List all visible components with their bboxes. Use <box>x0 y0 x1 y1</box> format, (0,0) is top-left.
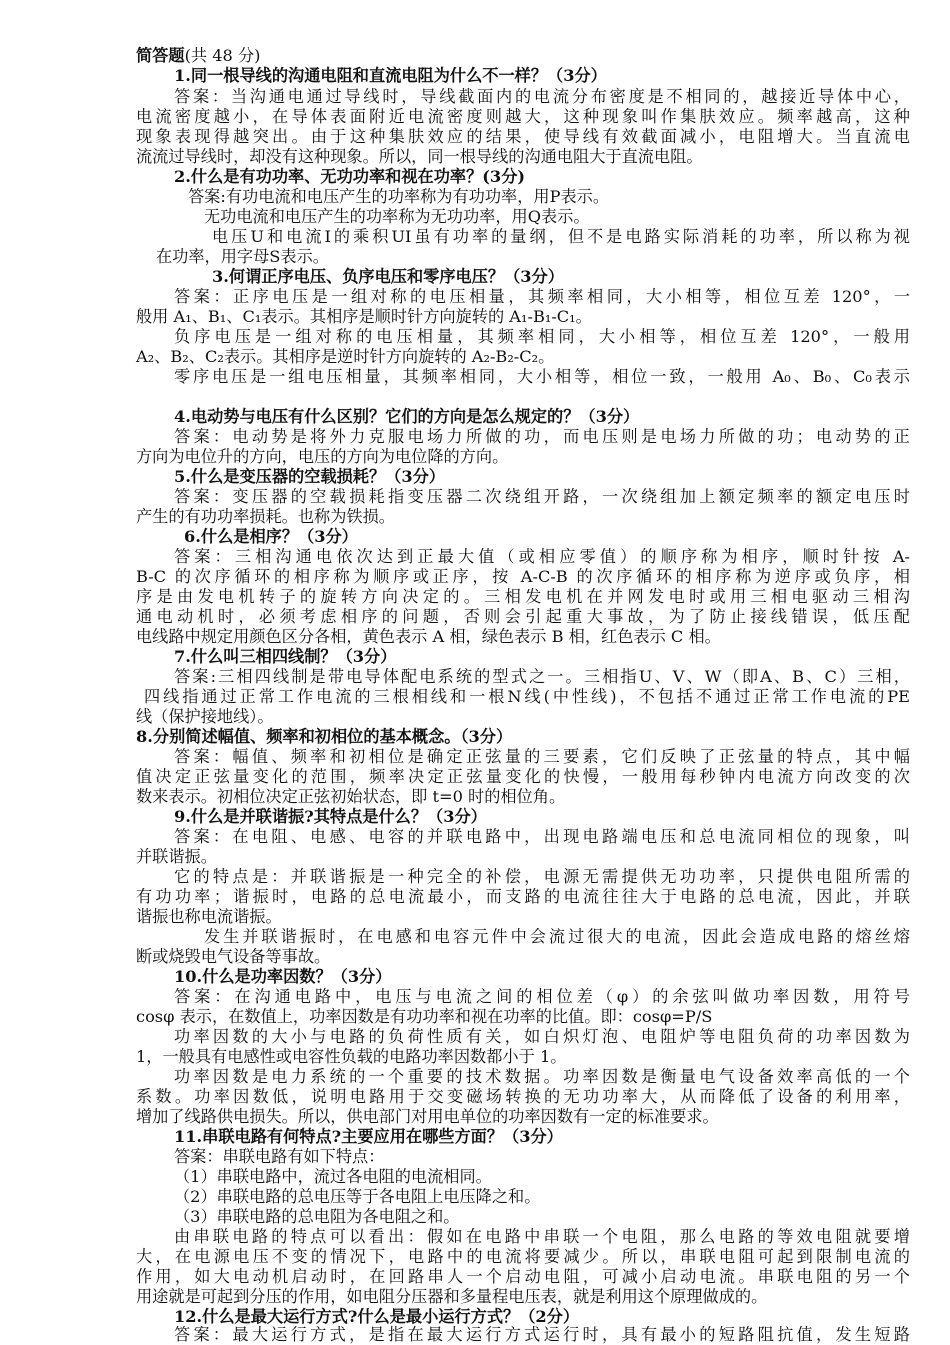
answer-line: 答案:有功电流和电压产生的功率称为有功功率，用P表示。 <box>188 187 610 206</box>
answer-line: 方向为电位升的方向，电压的方向为电位降的方向。 <box>136 447 509 466</box>
answer-line: 答案：在沟通电路中，电压与电流之间的相位差（φ）的余弦叫做功率因数，用符号 <box>174 987 910 1006</box>
question-12-title: 12.什么是最大运行方式?什么是最小运行方式？（2分） <box>174 1307 580 1326</box>
answer-line: 增加了线路供电损失。所以，供电部门对用电单位的功率因数有一定的标准要求。 <box>136 1107 719 1126</box>
answer-line: 系数。功率因数低，说明电路用于交变磁场转换的无功功率大，从而降低了设备的利用率， <box>136 1087 910 1106</box>
question-6-title: 6.什么是相序？（3分） <box>184 527 358 546</box>
answer-line: 大，在电源电压不变的情况下，电路中的电流将要减少。所以，串联电阻可起到限制电流的 <box>136 1247 910 1266</box>
answer-line: 无功电流和电压产生的功率称为无功功率，用Q表示。 <box>204 207 590 226</box>
answer-line: 在功率，用字母S表示。 <box>156 247 329 266</box>
answer-line: B-C 的次序循环的相序称为顺序或正序，按 A-C-B 的次序循环的相序称为逆序或负序，相 <box>136 567 910 586</box>
answer-line: 由串联电路的特点可以看出：假如在电路中串联一个电阻，那么电路的等效电阻就要增 <box>174 1227 910 1246</box>
answer-line: 答案：变压器的空载损耗指变压器二次绕组开路，一次绕组加上额定频率的额定电压时 <box>174 487 910 506</box>
answer-line: 作用，如大电动机启动时，在回路串人一个启动电阻，可减小启动电流。串联电阻的另一个 <box>136 1267 910 1286</box>
question-1-title: 1.同一根导线的沟通电阻和直流电阻为什么不一样？（3分） <box>174 66 607 85</box>
answer-line: 谐振也称电流谐振。 <box>136 907 282 926</box>
answer-line: 功率因数的大小与电路的负荷性质有关，如白炽灯泡、电阻炉等电阻负荷的功率因数为 <box>174 1027 910 1046</box>
answer-line: 并联谐振。 <box>136 847 217 866</box>
answer-line: 发生并联谐振时，在电感和电容元件中会流过很大的电流，因此会造成电路的熔丝熔 <box>204 927 910 946</box>
answer-line: 四线指通过正常工作电流的三根相线和一根N线(中性线)，不包括不通过正常工作电流的PE <box>144 687 910 706</box>
section-title: 简答题 <box>136 46 185 65</box>
answer-line: 有功功率；谐振时，电路的总电流最小，而支路的电流往往大于电路的总电流，因此，并联 <box>136 887 910 906</box>
answer-line: 负序电压是一组对称的电压相量，其频率相同，大小相等，相位互差 120°，一般用 <box>174 327 910 346</box>
section-points: (共 48 分) <box>184 46 261 65</box>
answer-line: 断或烧毁电气设备等事故。 <box>136 947 331 966</box>
answer-line: 答案：当沟通电通过导线时，导线截面内的电流分布密度是不相同的，越接近导体中心， <box>174 87 910 106</box>
question-8-title: 8.分别简述幅值、频率和初相位的基本概念。（3分） <box>136 727 513 746</box>
answer-line: （3）串联电路的总电阻为各电阻之和。 <box>174 1207 460 1226</box>
answer-line: 电流密度越小，在导体表面附近电流密度则越大，这种现象叫作集肤效应。频率越高，这种 <box>136 107 910 126</box>
answer-line: 答案：三相沟通电依次达到正最大值（或相应零值）的顺序称为相序，顺时针按 A- <box>174 547 910 566</box>
question-3-title: 3.何谓正序电压、负序电压和零序电压？（3分） <box>212 267 564 286</box>
answer-line: 值决定正弦量变化的范围，频率决定正弦量变化的快慢，一般用每秒钟内电流方向改变的次 <box>136 767 910 786</box>
answer-line: 用途就是可起到分压的作用，如电阻分压器和多量程电压表，就是利用这个原理做成的。 <box>136 1287 768 1306</box>
question-7-title: 7.什么叫三相四线制？（3分） <box>174 647 397 666</box>
answer-line: 电压U和电流I的乘积UI虽有功率的量纲，但不是电路实际消耗的功率，所以称为视 <box>212 227 910 246</box>
answer-line: 通电动机时，必须考虑相序的问题，否则会引起重大事故，为了防止接线错误，低压配 <box>136 607 910 626</box>
answer-line: 现象表现得越突出。由于这种集肤效应的结果，使导线有效截面减小，电阻增大。当直流电 <box>136 127 910 146</box>
answer-line: 零序电压是一组电压相量，其频率相同，大小相等，相位一致，一般用 A₀、B₀、C₀表示 <box>174 367 910 386</box>
answer-line: 答案：在电阻、电感、电容的并联电路中，出现电路端电压和总电流同相位的现象，叫 <box>174 827 910 846</box>
answer-line: 流流过导线时，却没有这种现象。所以，同一根导线的沟通电阻大于直流电阻。 <box>136 147 703 166</box>
section-heading <box>136 47 260 66</box>
answer-line: 线（保护接地线）。 <box>136 707 274 726</box>
answer-line: 它的特点是：并联谐振是一种完全的补偿，电源无需提供无功功率，只提供电阻所需的 <box>174 867 910 886</box>
answer-line: （2）串联电路的总电压等于各电阻上电压降之和。 <box>174 1187 541 1206</box>
answer-line: 功率因数是电力系统的一个重要的技术数据。功率因数是衡量电气设备效率高低的一个 <box>174 1067 910 1086</box>
answer-line: 1，一般具有电感性或电容性负载的电路功率因数都小于 1。 <box>136 1047 567 1066</box>
answer-line: 答案：正序电压是一组对称的电压相量，其频率相同，大小相等，相位互差 120°，一 <box>174 287 910 306</box>
answer-line: （1）串联电路中，流过各电阻的电流相同。 <box>174 1167 492 1186</box>
question-2-title: 2.什么是有功功率、无功功率和视在功率？(3分) <box>174 167 526 186</box>
answer-line: 产生的有功功率损耗。也称为铁损。 <box>136 507 395 526</box>
question-4-title: 4.电动势与电压有什么区别？它们的方向是怎么规定的？（3分） <box>174 407 640 426</box>
answer-line: 数来表示。初相位决定正弦初始状态，即 t=0 时的相位角。 <box>136 787 566 806</box>
answer-line: 序是由发电机转子的旋转方向决定的。三相发电机在并网发电时或用三相电驱动三相沟 <box>136 587 910 606</box>
answer-line: 电线路中规定用颜色区分各相，黄色表示 A 相，绿色表示 B 相，红色表示 C 相。 <box>136 627 721 646</box>
answer-line: 答案：幅值、频率和初相位是确定正弦量的三要素，它们反映了正弦量的特点，其中幅 <box>174 747 910 766</box>
answer-line: cosφ 表示，在数值上，功率因数是有功功率和视在功率的比值。即：cosφ=P/S <box>136 1007 713 1026</box>
question-9-title: 9.什么是并联谐振?其特点是什么？（3分） <box>174 807 487 826</box>
answer-line: A₂、B₂、C₂表示。其相序是逆时针方向旋转的 A₂-B₂-C₂。 <box>136 347 555 366</box>
answer-line: 答案：电动势是将外力克服电场力所做的功，而电压则是电场力所做的功；电动势的正 <box>174 427 910 446</box>
answer-line: 答案：最大运行方式，是指在最大运行方式运行时，具有最小的短路阻抗值，发生短路 <box>174 1325 910 1344</box>
answer-line: 般用 A₁、B₁、C₁表示。其相序是顺时针方向旋转的 A₁-B₁-C₁。 <box>136 307 592 326</box>
answer-line: 答案:三相四线制是带电导体配电系统的型式之一。三相指U、V、W（即A、B、C）三相， <box>174 667 910 686</box>
question-10-title: 10.什么是功率因数？（3分） <box>174 967 392 986</box>
answer-line: 答案：串联电路有如下特点： <box>174 1147 385 1166</box>
question-11-title: 11.串联电路有何特点?主要应用在哪些方面？（3分） <box>174 1127 563 1146</box>
question-5-title: 5.什么是变压器的空载损耗？（3分） <box>174 467 445 486</box>
